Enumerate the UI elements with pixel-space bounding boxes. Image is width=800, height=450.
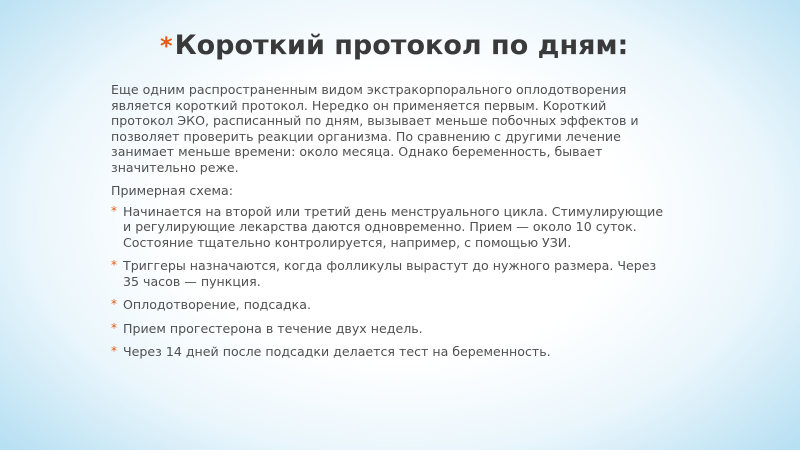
asterisk-bullet-icon: * [111,344,117,358]
asterisk-icon: * [160,32,173,60]
list-item-text: Начинается на второй или третий день менструального цикла. Стимулирующие и регулирующие лекарства даются одновременно. Прием — около 10 суток. Состояние тщательно контролируется, например, с помощью УЗИ. [123,203,664,250]
slide-title-text: Короткий протокол по дням: [174,30,629,61]
list-item-text: Оплодотворение, подсадка. [123,297,312,312]
list-item-text: Триггеры назначаются, когда фолликулы вырастут до нужного размера. Через 35 часов — пункция. [123,258,657,289]
asterisk-bullet-icon: * [111,297,117,311]
slide-body [111,82,671,368]
scheme-label: Примерная схема: [111,183,234,198]
list-item [111,297,671,313]
list-item [111,204,671,251]
list-item [111,321,671,337]
asterisk-bullet-icon: * [111,258,117,272]
list-item [111,344,671,360]
asterisk-bullet-icon: * [111,203,117,218]
steps-list [111,204,671,360]
list-item-text: Через 14 дней после подсадки делается тест на беременность. [123,344,551,359]
slide-title [160,26,780,66]
intro-paragraph: Еще одним распространенным видом экстракорпорального оплодотворения является короткий протокол. Нередко он применяется первым. Короткий протокол ЭКО, расписанный по дням, вызывает меньше побочных эффектов и позволяет проверить реакции организма. По сравнению с другими лечение занимает меньше времени: около месяца. Однако беременность, бывает значительно реже. [111,82,639,175]
list-item-text: Прием прогестерона в течение двух недель. [123,320,423,336]
list-item [111,258,671,289]
asterisk-bullet-icon: * [111,320,117,335]
